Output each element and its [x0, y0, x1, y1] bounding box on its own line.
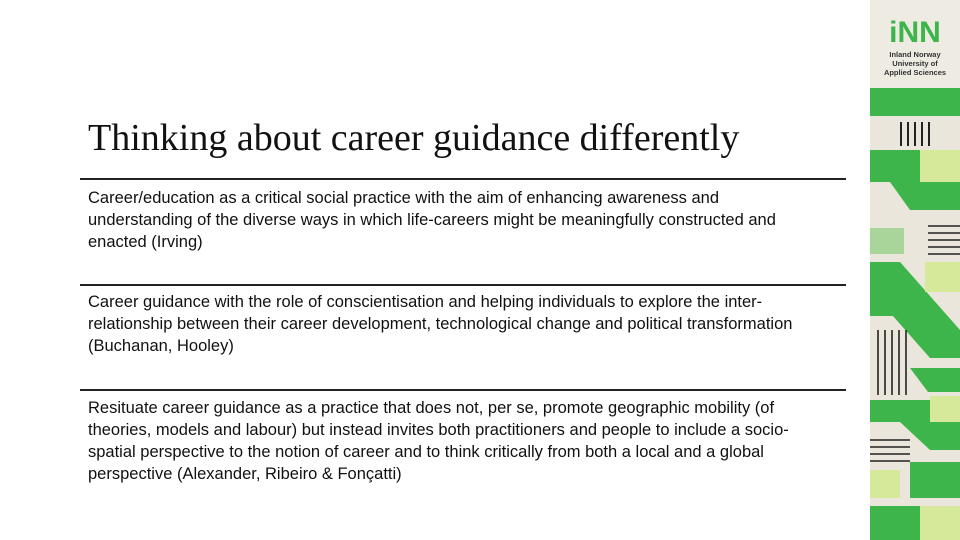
brand-pattern-panel [870, 0, 960, 540]
inn-logo [884, 16, 946, 77]
slide-title: Thinking about career guidance differently [88, 117, 740, 159]
logo-mark: iNN [889, 16, 941, 49]
bullet-item-2: Career guidance with the role of conscientisation and helping individuals to explore the inter-relationship between their career development, technological change and political transformation (Buchanan, Hooley) [88, 293, 793, 355]
divider [80, 178, 846, 180]
bullet-item-1: Career/education as a critical social practice with the aim of enhancing awareness and understanding of the diverse ways in which life-careers might be meaningfully constructed and enacted (Irving) [88, 189, 776, 251]
bullet-item-3: Resituate career guidance as a practice that does not, per se, promote geographic mobility (of theories, models and labour) but instead invites both practitioners and people to include a socio-spatial perspective to the notion of career and to think critically from both a local and a global perspective (Alexander, Ribeiro & Fonçatti) [88, 399, 789, 483]
logo-line-1: Inland Norway [889, 50, 941, 59]
brand-pattern-graphic [870, 0, 960, 540]
logo-line-3: Applied Sciences [883, 68, 947, 77]
logo-line-2: University of [892, 59, 938, 68]
divider [80, 389, 846, 391]
divider [80, 284, 846, 286]
